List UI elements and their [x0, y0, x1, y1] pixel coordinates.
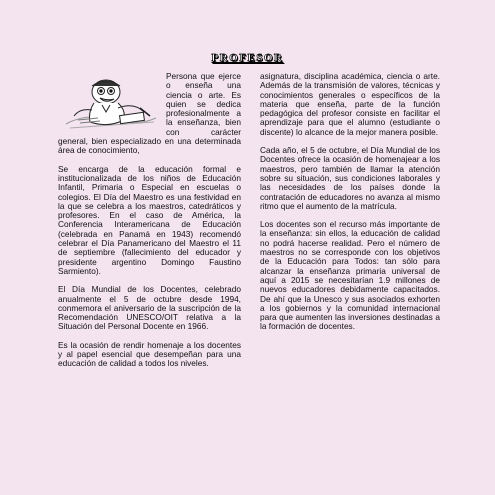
- paragraph: Cada año, el 5 de octubre, el Día Mundial de los Docentes ofrece la ocasión de homenajear a los maestros, pero también de llamar la atención sobre su situación, sus condiciones laborales y las necesidades de los países donde la contratación de educadores no avanza al mismo ritmo que el aumento de la matrícula.: [260, 145, 440, 211]
- paragraph: Los docentes son el recurso más importante de la enseñanza: sin ellos, la educación de calidad no podrá hacerse realidad. Pero el número de maestros no se corresponde con los objetivos de la Educación para Todos: tan sólo para alcanzar la enseñanza primaria universal de aquí a 2015 se necesitarían 1.9 millones de nuevos educadores debidamente capacitados. De ahí que la Unesco y sus asociados exhorten a los gobiernos y la comunidad internacional para que aumenten las inversiones destinadas a la formación de docentes.: [260, 219, 440, 332]
- right-column: [260, 72, 440, 341]
- page-title: PROFESOR: [211, 52, 284, 64]
- left-column: [58, 72, 241, 378]
- paragraph: Es la ocasión de rendir homenaje a los docentes y al papel esencial que desempeñan para una educación de calidad a todos los niveles.: [58, 339, 241, 369]
- paragraph: El Día Mundial de los Docentes, celebrado anualmente el 5 de octubre desde 1994, conmemora el aniversario de la suscripción de la Recomendación UNESCO/OIT relativa a la Situación del Personal Docente en 1966.: [58, 284, 241, 332]
- paragraph: Persona que ejerce o enseña una ciencia o arte. Es quien se dedica profesionalmente a la enseñanza, bien con carácter general, bien especializado en una determinada área de conocimiento,: [58, 71, 241, 156]
- teacher-illustration: [58, 72, 162, 132]
- paragraph: asignatura, disciplina académica, ciencia o arte. Además de la transmisión de valores, técnicas y conocimientos generales o específicos de la materia que enseña, parte de la función pedagógica del profesor consiste en facilitar el aprendizaje para que el alumno (estudiante o discente) lo alcance de la mejor manera posible.: [260, 71, 440, 137]
- paragraph: Se encarga de la educación formal e institucionalizada de los niños de Educación Infantil, Primaria o Especial en escuelas o colegios. El Día del Maestro es una festividad en la que se celebra a los maestros, catedráticos y profesores. En el caso de América, la Conferencia Interamericana de Educación (celebrada en Panamá en 1943) recomendó celebrar el Día Panamericano del Maestro el 11 de septiembre (fallecimiento del educador y presidente argentino Domingo Faustino Sarmiento).: [58, 163, 241, 276]
